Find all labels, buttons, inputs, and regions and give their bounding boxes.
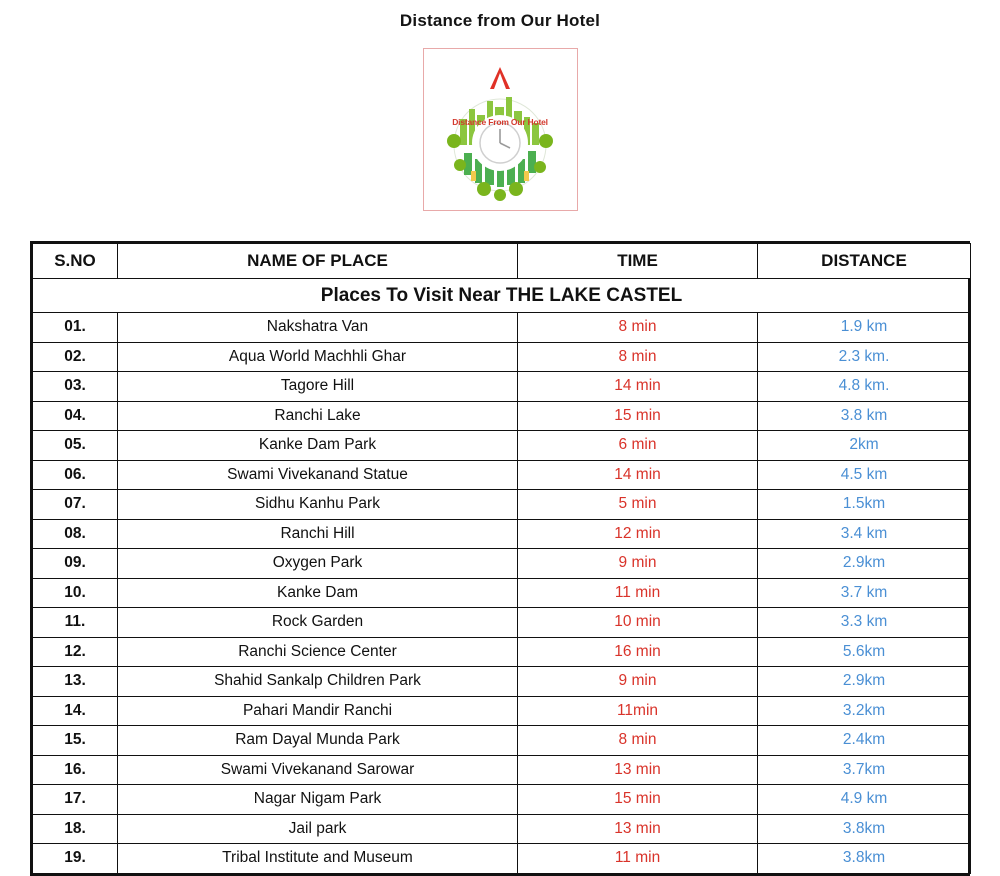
cell-time: 11 min — [518, 844, 758, 874]
cell-sno: 08. — [33, 519, 118, 549]
cell-distance: 3.4 km — [758, 519, 971, 549]
cell-time: 11min — [518, 696, 758, 726]
cell-distance: 2.9km — [758, 549, 971, 579]
cell-sno: 07. — [33, 490, 118, 520]
cell-sno: 13. — [33, 667, 118, 697]
cell-time: 15 min — [518, 785, 758, 815]
cell-distance: 2.3 km. — [758, 342, 971, 372]
page-title: Distance from Our Hotel — [399, 11, 601, 30]
cell-time: 12 min — [518, 519, 758, 549]
column-header-sno: S.NO — [33, 244, 118, 279]
cell-sno: 05. — [33, 431, 118, 461]
table-row — [33, 844, 971, 874]
globe-city-icon — [424, 49, 577, 210]
table-row — [33, 696, 971, 726]
cell-distance: 4.9 km — [758, 785, 971, 815]
cell-sno: 04. — [33, 401, 118, 431]
cell-distance: 1.9 km — [758, 313, 971, 343]
cell-time: 10 min — [518, 608, 758, 638]
table-row — [33, 372, 971, 402]
cell-name: Tribal Institute and Museum — [118, 844, 518, 874]
cell-name: Nakshatra Van — [118, 313, 518, 343]
column-header-name: NAME OF PLACE — [118, 244, 518, 279]
cell-time: 8 min — [518, 726, 758, 756]
cell-distance: 1.5km — [758, 490, 971, 520]
table-body — [33, 279, 971, 874]
cell-name: Aqua World Machhli Ghar — [118, 342, 518, 372]
cell-sno: 09. — [33, 549, 118, 579]
cell-time: 9 min — [518, 667, 758, 697]
table-row — [33, 755, 971, 785]
cell-sno: 10. — [33, 578, 118, 608]
cell-sno: 11. — [33, 608, 118, 638]
cell-sno: 18. — [33, 814, 118, 844]
cell-name: Kanke Dam — [118, 578, 518, 608]
cell-name: Ranchi Hill — [118, 519, 518, 549]
section-title-row — [33, 279, 971, 313]
places-table — [32, 243, 971, 874]
table-row — [33, 549, 971, 579]
header-row — [33, 244, 971, 279]
cell-time: 8 min — [518, 342, 758, 372]
cell-time: 14 min — [518, 460, 758, 490]
table-row — [33, 460, 971, 490]
cell-sno: 15. — [33, 726, 118, 756]
cell-distance: 4.8 km. — [758, 372, 971, 402]
table-header — [33, 244, 971, 279]
cell-name: Nagar Nigam Park — [118, 785, 518, 815]
cell-distance: 4.5 km — [758, 460, 971, 490]
table-row — [33, 519, 971, 549]
cell-name: Tagore Hill — [118, 372, 518, 402]
section-title: Places To Visit Near THE LAKE CASTEL — [33, 279, 971, 313]
cell-time: 9 min — [518, 549, 758, 579]
cell-time: 8 min — [518, 313, 758, 343]
cell-name: Rock Garden — [118, 608, 518, 638]
table-row — [33, 785, 971, 815]
hotel-logo — [423, 48, 578, 211]
column-header-time: TIME — [518, 244, 758, 279]
cell-time: 14 min — [518, 372, 758, 402]
cell-distance: 5.6km — [758, 637, 971, 667]
cell-distance: 2km — [758, 431, 971, 461]
cell-name: Pahari Mandir Ranchi — [118, 696, 518, 726]
cell-distance: 3.7 km — [758, 578, 971, 608]
cell-distance: 3.8 km — [758, 401, 971, 431]
cell-sno: 12. — [33, 637, 118, 667]
cell-distance: 3.3 km — [758, 608, 971, 638]
column-header-distance: DISTANCE — [758, 244, 971, 279]
table-row — [33, 814, 971, 844]
cell-sno: 14. — [33, 696, 118, 726]
table-row — [33, 342, 971, 372]
cell-distance: 3.8km — [758, 814, 971, 844]
cell-name: Kanke Dam Park — [118, 431, 518, 461]
cell-name: Ranchi Science Center — [118, 637, 518, 667]
cell-time: 6 min — [518, 431, 758, 461]
cell-distance: 3.7km — [758, 755, 971, 785]
cell-time: 15 min — [518, 401, 758, 431]
table-row — [33, 578, 971, 608]
cell-sno: 03. — [33, 372, 118, 402]
logo-caption: Distance From Our Hotel — [452, 117, 548, 127]
cell-name: Shahid Sankalp Children Park — [118, 667, 518, 697]
cell-sno: 06. — [33, 460, 118, 490]
cell-name: Sidhu Kanhu Park — [118, 490, 518, 520]
table-row — [33, 667, 971, 697]
cell-name: Ranchi Lake — [118, 401, 518, 431]
cell-distance: 3.8km — [758, 844, 971, 874]
cell-sno: 16. — [33, 755, 118, 785]
cell-sno: 19. — [33, 844, 118, 874]
cell-sno: 02. — [33, 342, 118, 372]
cell-time: 11 min — [518, 578, 758, 608]
cell-distance: 2.9km — [758, 667, 971, 697]
places-table-container — [30, 241, 970, 876]
table-row — [33, 637, 971, 667]
table-row — [33, 726, 971, 756]
cell-distance: 2.4km — [758, 726, 971, 756]
cell-name: Ram Dayal Munda Park — [118, 726, 518, 756]
cell-name: Swami Vivekanand Statue — [118, 460, 518, 490]
cell-name: Oxygen Park — [118, 549, 518, 579]
table-row — [33, 401, 971, 431]
table-row — [33, 431, 971, 461]
cell-distance: 3.2km — [758, 696, 971, 726]
table-row — [33, 608, 971, 638]
cell-time: 13 min — [518, 814, 758, 844]
cell-name: Swami Vivekanand Sarowar — [118, 755, 518, 785]
cell-sno: 01. — [33, 313, 118, 343]
table-row — [33, 313, 971, 343]
cell-name: Jail park — [118, 814, 518, 844]
cell-time: 5 min — [518, 490, 758, 520]
cell-sno: 17. — [33, 785, 118, 815]
cell-time: 13 min — [518, 755, 758, 785]
table-row — [33, 490, 971, 520]
cell-time: 16 min — [518, 637, 758, 667]
